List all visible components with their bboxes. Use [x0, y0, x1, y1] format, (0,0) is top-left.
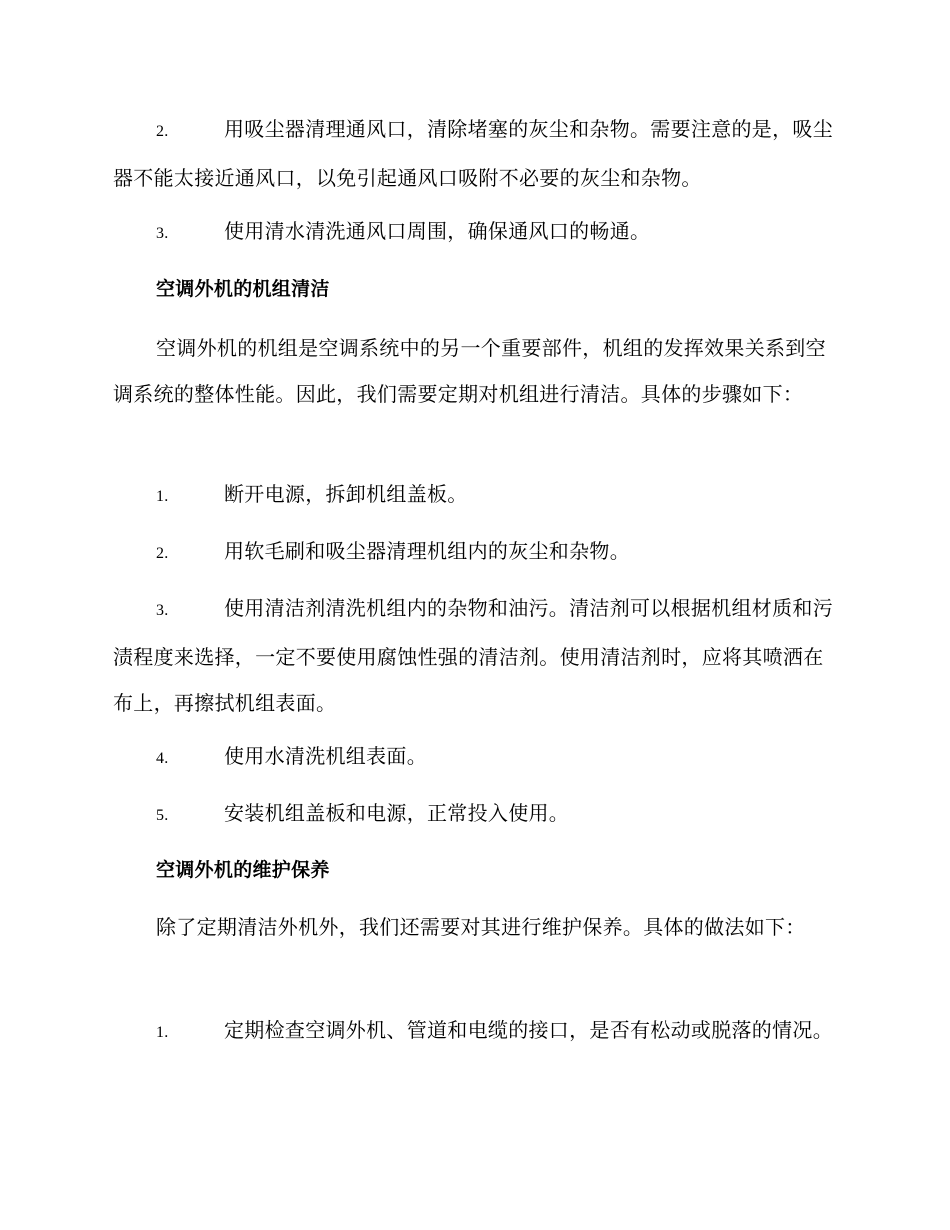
- list-item: [113, 1007, 833, 1056]
- list-text: 用软毛刷和吸尘器清理机组内的灰尘和杂物。: [224, 539, 630, 563]
- section-heading: 空调外机的维护保养: [156, 859, 330, 881]
- list-text: 定期检查空调外机、管道和电缆的接口，是否有松动或脱落的情况。: [224, 1018, 833, 1042]
- section-heading: 空调外机的机组清洁: [156, 278, 330, 300]
- list-text: 断开电源，拆卸机组盖板。: [224, 482, 468, 506]
- list-item: [113, 733, 833, 782]
- list-item: [113, 471, 833, 520]
- list-item: [113, 790, 833, 839]
- list-number: 1.: [156, 1024, 169, 1041]
- list-text: 使用清洁剂清洗机组内的杂物和油污。清洁剂可以根据机组材质和污渍程度来选择，一定不要使用腐蚀性强的清洁剂。使用清洁剂时，应将其喷洒在布上，再擦拭机组表面。: [113, 596, 833, 715]
- list-item: [113, 585, 833, 726]
- body-paragraph: 除了定期清洁外机外，我们还需要对其进行维护保养。具体的做法如下：: [156, 915, 806, 939]
- body-paragraph: 空调外机的机组是空调系统中的另一个重要部件，机组的发挥效果关系到空调系统的整体性能。因此，我们需要定期对机组进行清洁。具体的步骤如下：: [113, 336, 826, 406]
- list-number: 5.: [156, 807, 169, 824]
- list-text: 使用清水清洗通风口周围，确保通风口的畅通。: [224, 219, 651, 243]
- list-item: [113, 528, 833, 577]
- list-number: 3.: [156, 225, 169, 242]
- list-number: 4.: [156, 750, 169, 767]
- list-number: 2.: [156, 545, 169, 562]
- list-number: 3.: [156, 602, 169, 619]
- list-number: 1.: [156, 488, 169, 505]
- list-text: 使用水清洗机组表面。: [224, 744, 427, 768]
- list-number: 2.: [156, 123, 169, 140]
- list-item: [113, 208, 833, 257]
- list-text: 安装机组盖板和电源，正常投入使用。: [224, 801, 570, 825]
- list-text: 用吸尘器清理通风口，清除堵塞的灰尘和杂物。需要注意的是，吸尘器不能太接近通风口，以免引起通风口吸附不必要的灰尘和杂物。: [113, 117, 833, 190]
- list-item: [113, 106, 833, 201]
